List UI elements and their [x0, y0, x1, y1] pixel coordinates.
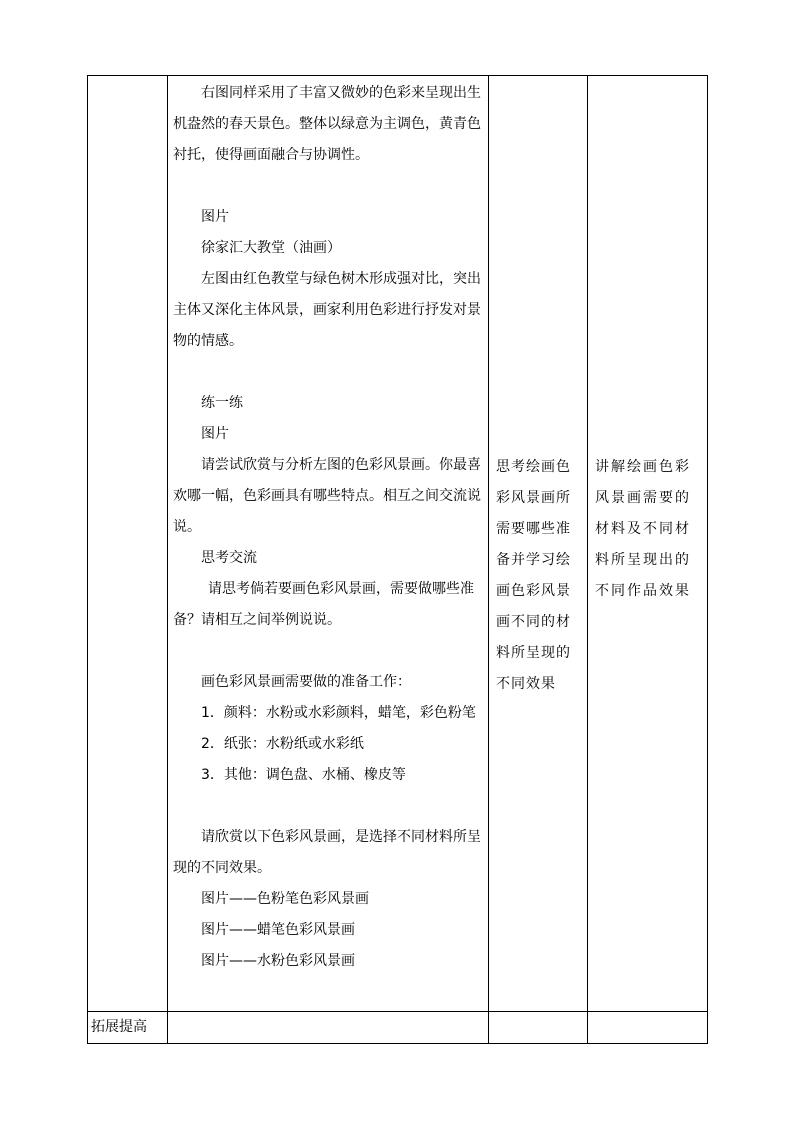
- extension-row: [88, 1012, 708, 1044]
- image-caption: 图片——水粉色彩风景画: [201, 953, 355, 969]
- teaching-process-row: [88, 76, 708, 1012]
- practice-heading: 练一练: [201, 395, 243, 411]
- image-caption: 图片——色粉笔色彩风景画: [201, 891, 369, 907]
- preparation-heading: 画色彩风景画需要做的准备工作：: [201, 674, 411, 690]
- stage-cell: [88, 76, 168, 1012]
- preparation-item: 2．纸张：水粉纸或水彩纸: [201, 736, 364, 752]
- paragraph-materials-prompt: 请欣赏以下色彩风景画，是选择不同材料所呈现的不同效果。: [173, 829, 481, 876]
- extension-intent-cell: [588, 1012, 708, 1044]
- student-activity-cell: 思考绘画色彩风景画所需要哪些准备并学习绘画色彩风景画不同的材料所呈现的不同效果: [489, 76, 588, 1012]
- image-placeholder: 图片: [201, 426, 229, 442]
- teacher-activity-cell: [168, 76, 489, 1012]
- preparation-item: 1．颜料：水粉或水彩颜料，蜡笔，彩色粉笔: [201, 705, 476, 721]
- discussion-heading: 思考交流: [201, 550, 257, 566]
- extension-content-cell: [168, 1012, 489, 1044]
- lesson-plan-table: [87, 75, 708, 1044]
- extension-label: 拓展提高: [88, 1012, 168, 1044]
- extension-student-cell: [489, 1012, 588, 1044]
- preparation-item: 3．其他：调色盘、水桶、橡皮等: [201, 767, 406, 783]
- image-placeholder: 图片: [201, 209, 229, 225]
- image-caption: 图片——蜡笔色彩风景画: [201, 922, 355, 938]
- design-intent-cell: 讲解绘画色彩风景画需要的材料及不同材料所呈现出的不同作品效果: [588, 76, 708, 1012]
- paragraph-spring-scene: 右图同样采用了丰富又微妙的色彩来呈现出生机盎然的春天景色。整体以绿意为主调色，黄青色衬托，使得画面融合与协调性。: [173, 85, 481, 163]
- paragraph-practice-prompt: 请尝试欣赏与分析左图的色彩风景画。你最喜欢哪一幅，色彩画具有哪些特点。相互之间交流说说。: [173, 457, 481, 535]
- paragraph-discussion-prompt: 请思考倘若要画色彩风景画，需要做哪些准备？请相互之间举例说说。: [173, 581, 474, 628]
- artwork-title: 徐家汇大教堂（油画）: [201, 240, 341, 256]
- paragraph-church-analysis: 左图由红色教堂与绿色树木形成强对比，突出主体又深化主体风景，画家利用色彩进行抒发对景物的情感。: [173, 271, 481, 349]
